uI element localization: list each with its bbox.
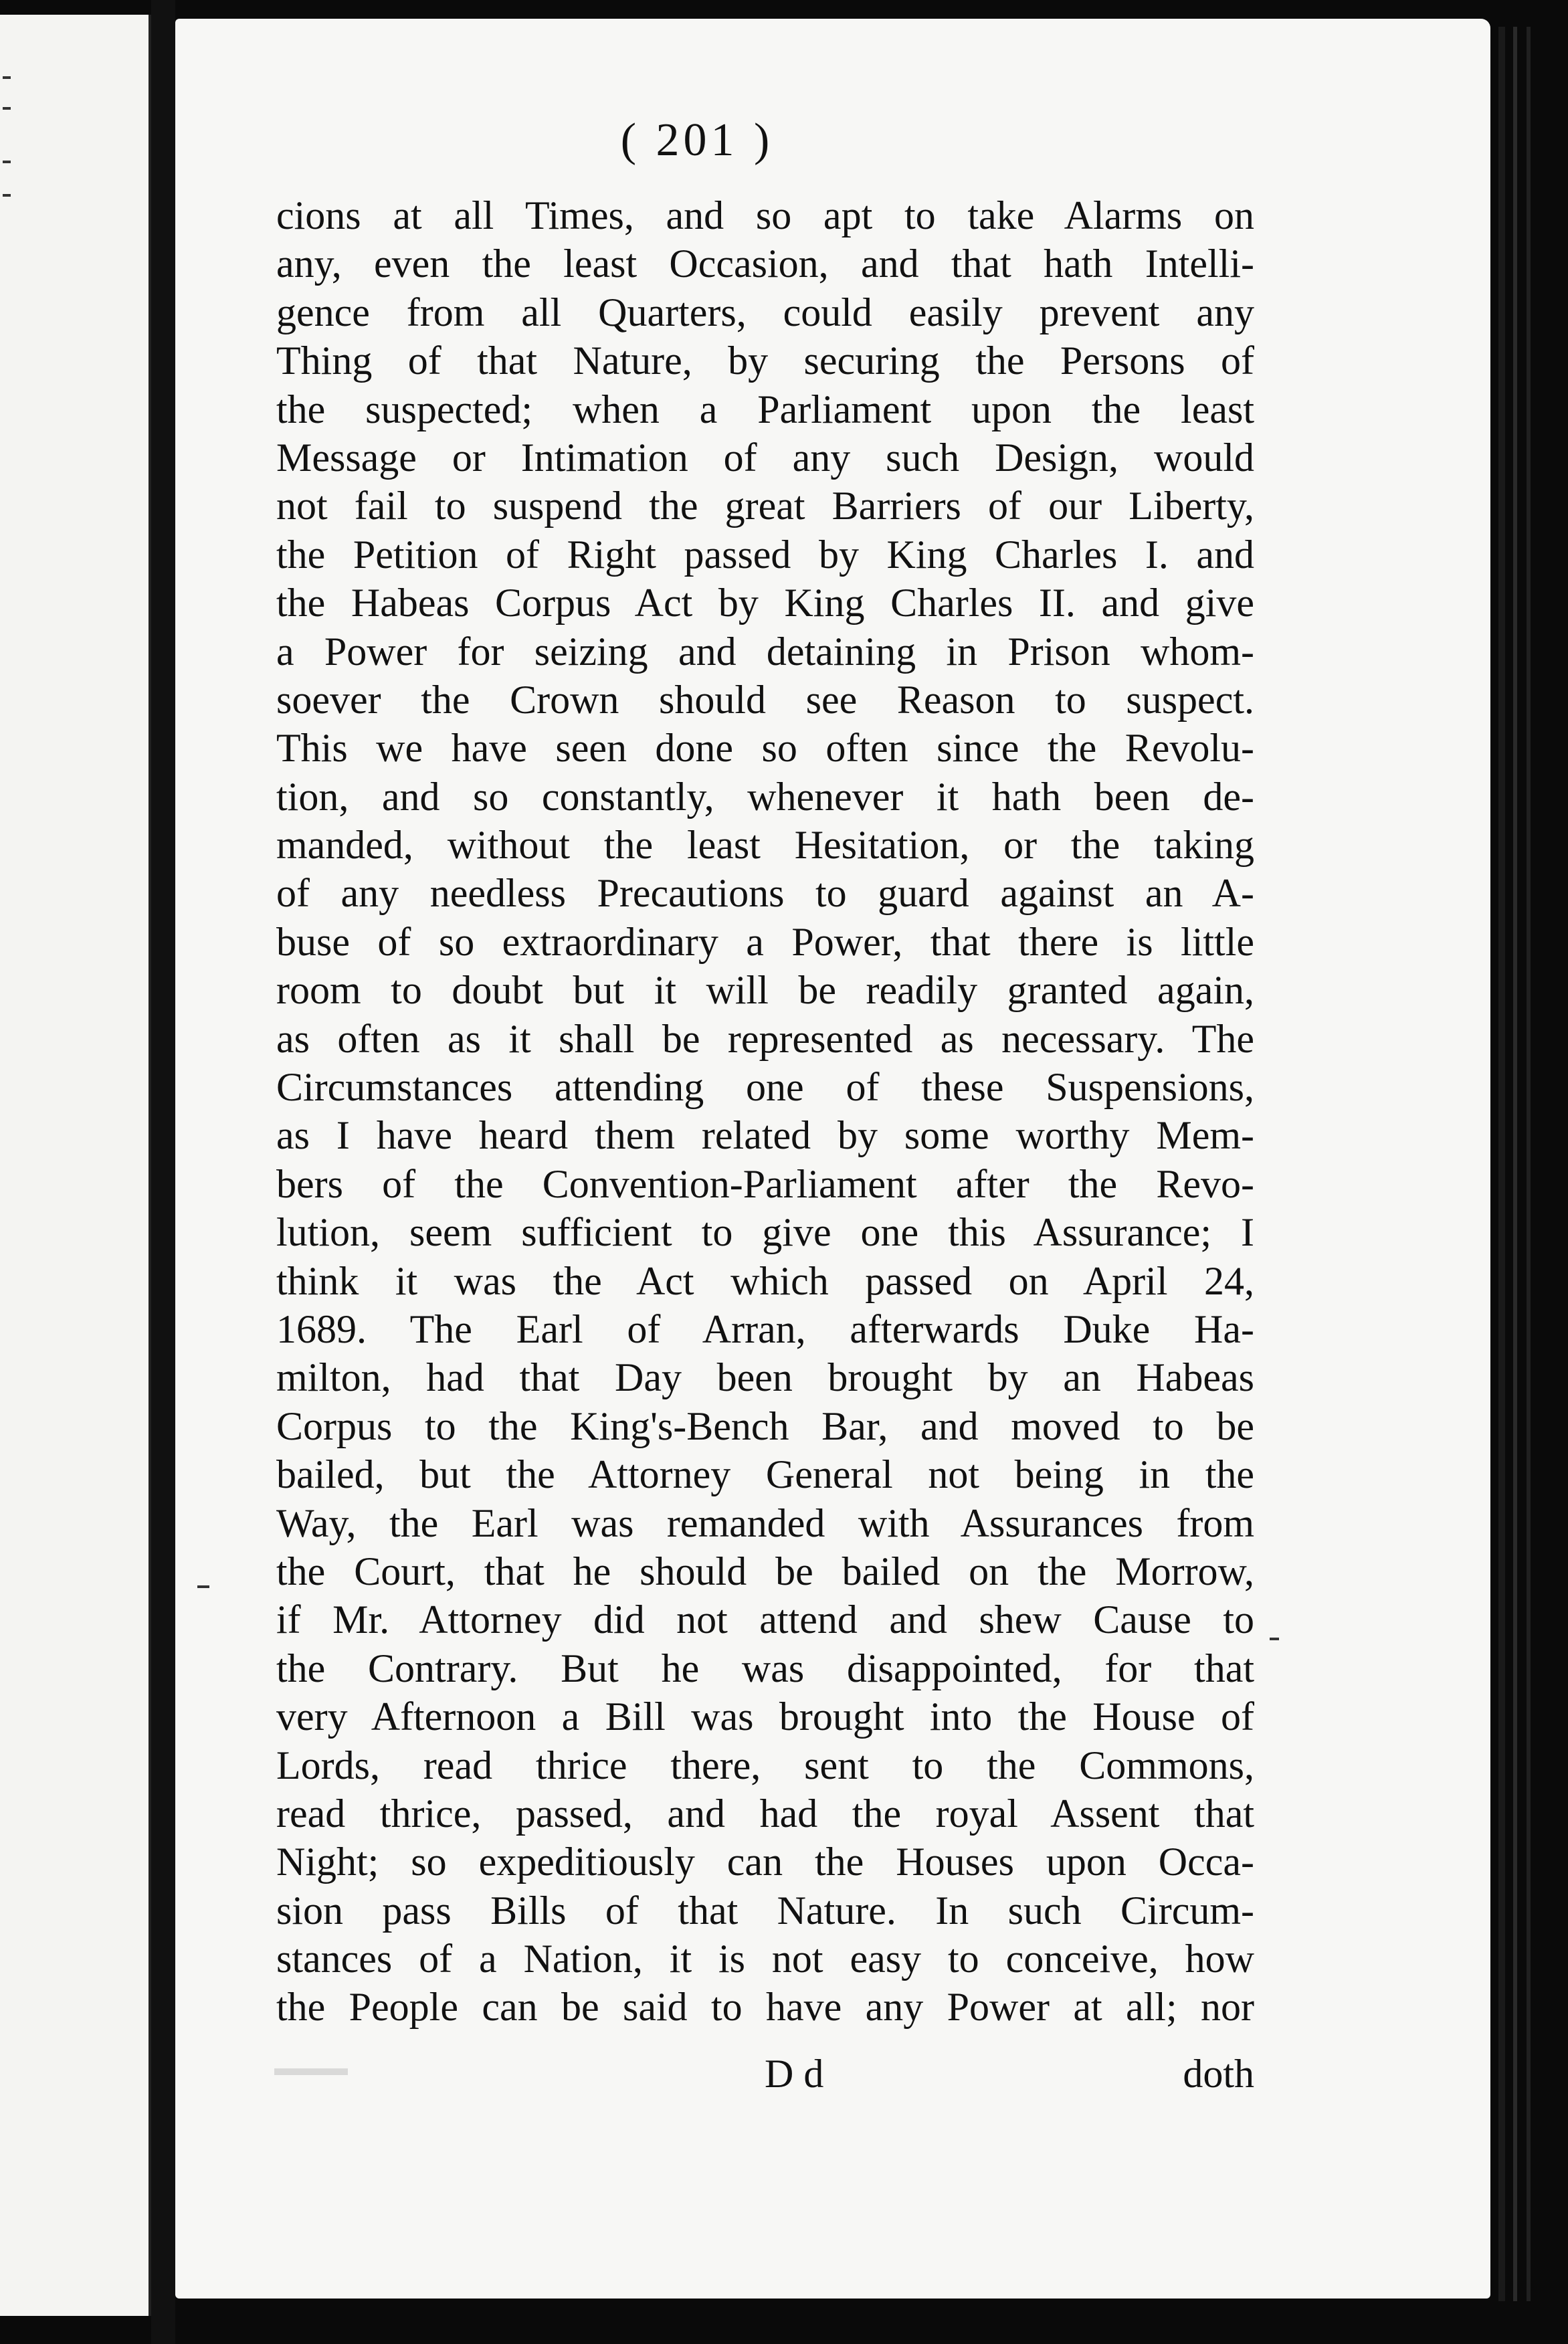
text-line: tion, and so constantly, whenever it hath been de- xyxy=(276,774,1254,819)
text-line: 1689. The Earl of Arran, afterwards Duke Ha- xyxy=(276,1306,1254,1351)
page-edge xyxy=(1527,27,1531,2301)
text-line: the Contrary. But he was disappointed, for that xyxy=(276,1646,1254,1690)
facing-page-edge xyxy=(0,15,151,2316)
text-line: This we have seen done so often since the Revolu- xyxy=(276,726,1254,771)
text-line: room to doubt but it will be readily granted again, xyxy=(276,968,1254,1013)
text-line: soever the Crown should see Reason to suspect. xyxy=(276,677,1254,722)
page-edge xyxy=(1513,27,1517,2301)
text-line: read thrice, passed, and had the royal Assent that xyxy=(276,1791,1254,1836)
text-line: as often as it shall be represented as necessary. The xyxy=(276,1016,1254,1061)
text-line: milton, had that Day been brought by an Habeas xyxy=(276,1355,1254,1400)
text-line: the Court, that he should be bailed on the Morrow, xyxy=(276,1549,1254,1593)
text-line: the Habeas Corpus Act by King Charles II. and give xyxy=(276,581,1254,625)
text-line: any, even the least Occasion, and that hath Intelli- xyxy=(276,241,1254,286)
page-number: ( 201 ) xyxy=(620,114,774,166)
text-line: a Power for seizing and detaining in Prison whom- xyxy=(276,629,1254,674)
text-line: bailed, but the Attorney General not being in the xyxy=(276,1452,1254,1497)
text-line: think it was the Act which passed on April 24, xyxy=(276,1258,1254,1303)
text-line: Message or Intimation of any such Design, would xyxy=(276,435,1254,480)
text-line: stances of a Nation, it is not easy to conceive, how xyxy=(276,1937,1254,1981)
text-line: very Afternoon a Bill was brought into the House of xyxy=(276,1694,1254,1739)
text-line: the Petition of Right passed by King Charles I. and xyxy=(276,532,1254,577)
margin-dash xyxy=(197,1585,209,1588)
text-line: manded, without the least Hesitation, or the taking xyxy=(276,823,1254,868)
text-line: the People can be said to have any Power at all; nor xyxy=(276,1985,1254,2030)
signature-mark: D d xyxy=(765,2052,824,2096)
text-line: not fail to suspend the great Barriers of our Liberty, xyxy=(276,484,1254,528)
text-line: the suspected; when a Parliament upon the least xyxy=(276,387,1254,431)
catch-line xyxy=(276,2047,1254,2101)
book-gutter xyxy=(151,0,175,2344)
text-line: Way, the Earl was remanded with Assurances from xyxy=(276,1500,1254,1545)
text-line: Corpus to the King's-Bench Bar, and moved to be xyxy=(276,1403,1254,1448)
page-edge xyxy=(1498,27,1505,2301)
text-line: lution, seem sufficient to give one this Assurance; I xyxy=(276,1210,1254,1255)
margin-mark xyxy=(3,194,11,197)
text-line: Lords, read thrice there, sent to the Commons, xyxy=(276,1743,1254,1787)
text-line: gence from all Quarters, could easily prevent any xyxy=(276,290,1254,334)
text-line: as I have heard them related by some worthy Mem- xyxy=(276,1113,1254,1158)
text-line: Circumstances attending one of these Suspensions, xyxy=(276,1065,1254,1110)
text-line: Thing of that Nature, by securing the Persons of xyxy=(276,338,1254,383)
text-line: buse of so extraordinary a Power, that there is little xyxy=(276,919,1254,964)
text-line: Night; so expeditiously can the Houses upon Occa- xyxy=(276,1840,1254,1884)
text-line: if Mr. Attorney did not attend and shew Cause to xyxy=(276,1597,1254,1642)
margin-dash xyxy=(1270,1638,1279,1640)
text-line: sion pass Bills of that Nature. In such Circum- xyxy=(276,1888,1254,1933)
margin-mark xyxy=(3,76,11,79)
margin-mark xyxy=(3,107,11,110)
text-line: bers of the Convention-Parliament after the Revo- xyxy=(276,1161,1254,1206)
body-text xyxy=(276,191,1254,2032)
text-line: cions at all Times, and so apt to take Alarms on xyxy=(276,193,1254,237)
text-line: of any needless Precautions to guard against an A- xyxy=(276,871,1254,916)
catchword: doth xyxy=(1183,2052,1254,2096)
